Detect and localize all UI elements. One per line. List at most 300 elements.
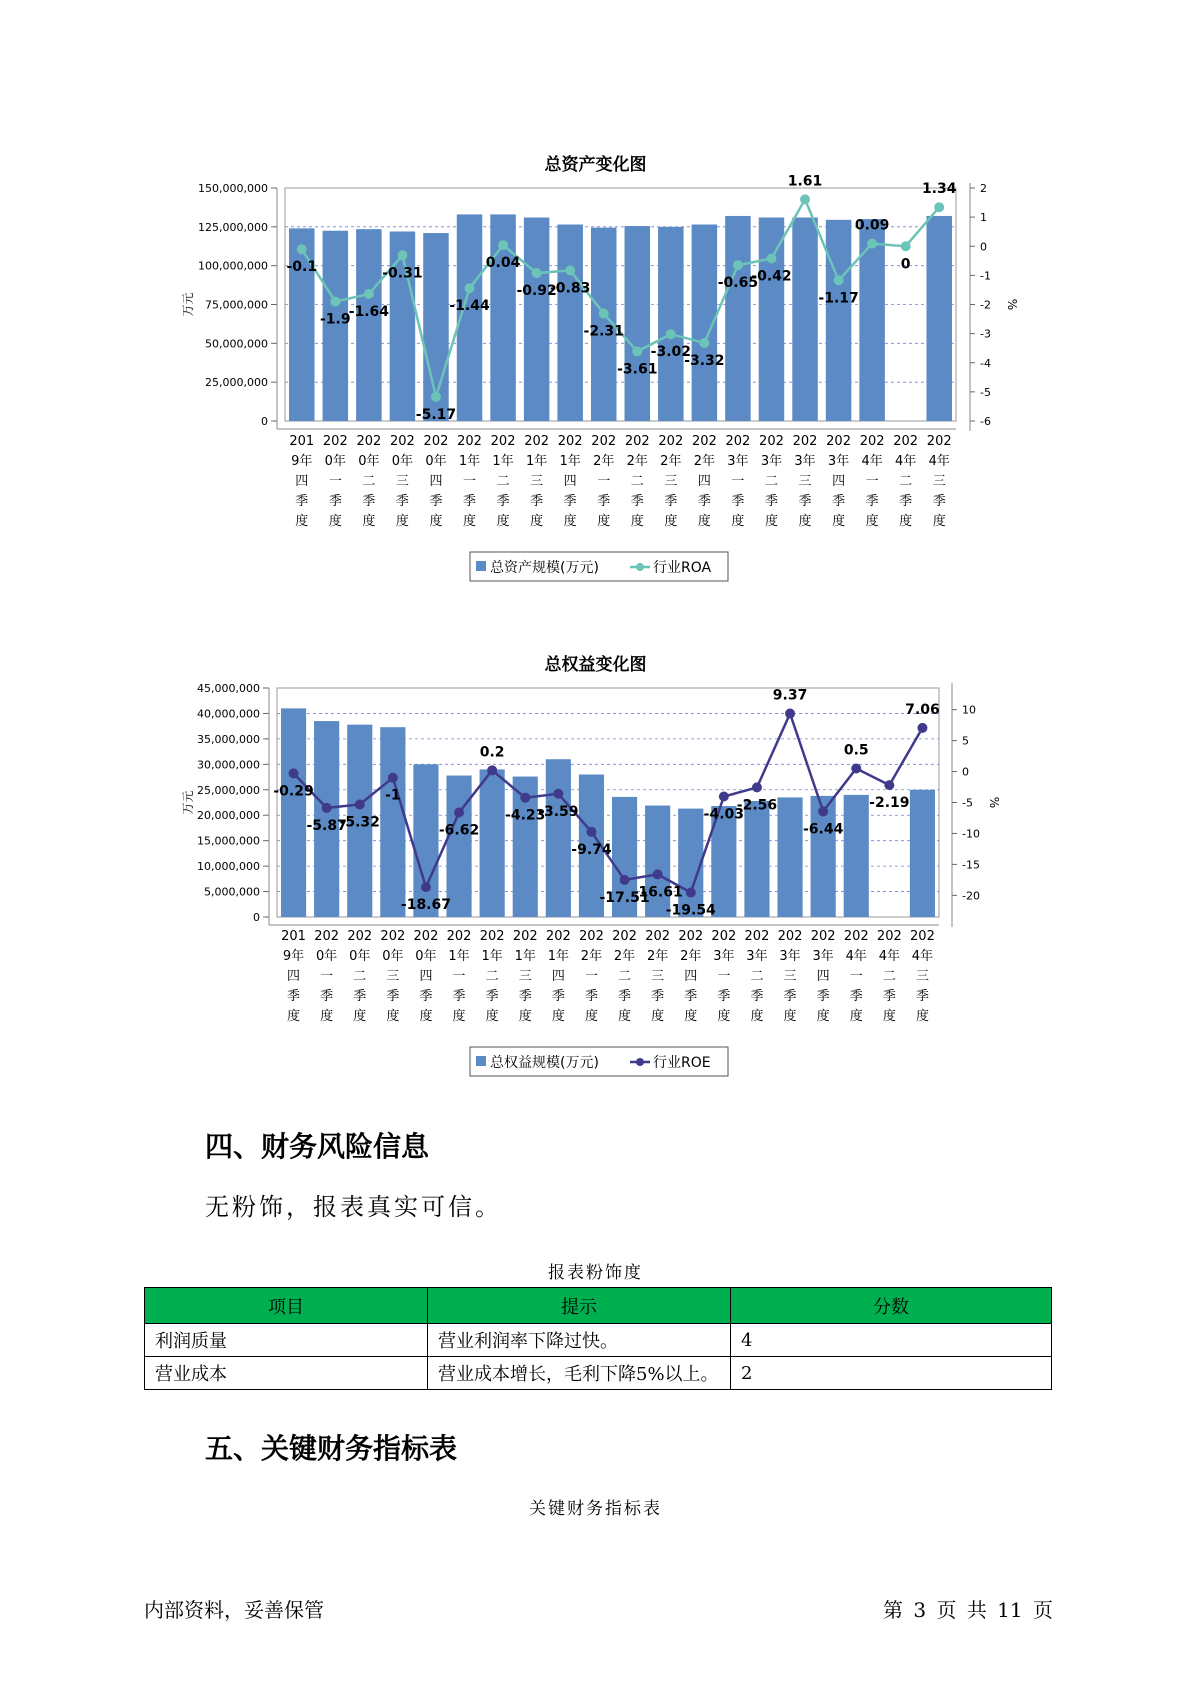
x-tick-label: 一 xyxy=(849,969,863,984)
x-tick-label: 度 xyxy=(496,514,510,529)
x-tick-label: 202 xyxy=(579,929,604,944)
bar xyxy=(524,218,549,421)
y-tick-label: 0 xyxy=(253,911,260,924)
y-axis-label: 万元 xyxy=(181,790,195,815)
x-tick-label: 季 xyxy=(664,494,678,509)
bar xyxy=(826,220,851,421)
x-tick-label: 度 xyxy=(530,514,544,529)
x-tick-label: 202 xyxy=(347,929,373,944)
data-label: -3.02 xyxy=(650,344,692,361)
x-tick-label: 三 xyxy=(651,969,665,984)
x-tick-label: 2年 xyxy=(680,949,702,964)
x-tick-label: 0年 xyxy=(349,949,371,964)
x-tick-label: 3年 xyxy=(713,949,735,964)
x-tick-label: 度 xyxy=(429,514,443,529)
table-header-row xyxy=(145,1288,1052,1324)
x-tick-label: 度 xyxy=(463,514,477,529)
bar xyxy=(356,229,381,421)
bar xyxy=(380,727,405,917)
x-tick-label: 202 xyxy=(759,434,784,449)
x-tick-label: 度 xyxy=(697,514,711,529)
line-point xyxy=(818,806,828,816)
x-tick-label: 一 xyxy=(731,474,745,489)
x-tick-label: 1年 xyxy=(448,949,470,964)
x-tick-label: 度 xyxy=(664,514,678,529)
risk-summary-text: 无粉饰，报表真实可信。 xyxy=(205,1193,502,1221)
x-tick-label: 202 xyxy=(446,929,472,944)
line-point xyxy=(901,241,911,251)
line-point xyxy=(565,265,575,275)
bar xyxy=(777,797,802,917)
x-tick-label: 0年 xyxy=(358,454,380,469)
legend-bar-swatch xyxy=(476,561,486,571)
bar xyxy=(859,219,884,421)
line-point xyxy=(487,765,497,775)
x-tick-label: 一 xyxy=(717,969,731,984)
y2-tick-label: -5 xyxy=(980,385,991,399)
data-label: -18.67 xyxy=(400,897,451,914)
y-tick-label: 15,000,000 xyxy=(197,834,260,848)
x-tick-label: 度 xyxy=(584,1009,598,1024)
x-tick-label: 202 xyxy=(711,929,737,944)
data-label: 9.37 xyxy=(772,687,808,704)
x-tick-label: 度 xyxy=(618,1009,632,1024)
line-point xyxy=(289,768,299,778)
x-tick-label: 四 xyxy=(563,474,577,489)
total-assets-chart-svg xyxy=(0,145,1191,595)
x-tick-label: 四 xyxy=(287,969,301,984)
x-tick-label: 季 xyxy=(386,989,400,1004)
y2-tick-label: -3 xyxy=(980,327,991,341)
bar xyxy=(678,809,703,917)
y-tick-label: 100,000,000 xyxy=(198,259,268,273)
bar xyxy=(480,769,505,917)
x-tick-label: 202 xyxy=(356,434,382,449)
table-row xyxy=(145,1324,1052,1357)
data-label: -2.31 xyxy=(583,323,624,340)
line-point xyxy=(599,309,609,319)
data-label: 0.5 xyxy=(843,742,869,759)
y2-tick-label: -6 xyxy=(980,415,991,428)
bar xyxy=(413,764,438,917)
line-point xyxy=(364,289,374,299)
chart-title: 总权益变化图 xyxy=(544,655,647,675)
data-label: -4.23 xyxy=(505,807,546,824)
x-tick-label: 三 xyxy=(530,474,544,489)
x-tick-label: 季 xyxy=(849,989,863,1004)
x-tick-label: 季 xyxy=(395,494,409,509)
x-tick-label: 度 xyxy=(353,1009,367,1024)
x-tick-label: 0年 xyxy=(382,949,404,964)
x-tick-label: 一 xyxy=(452,969,466,984)
x-tick-label: 季 xyxy=(362,494,376,509)
line-point xyxy=(532,268,542,278)
x-tick-label: 四 xyxy=(697,474,711,489)
bar xyxy=(658,227,683,421)
data-label: 1.34 xyxy=(921,181,957,198)
x-tick-label: 度 xyxy=(386,1009,400,1024)
footer-page-number: 第 3 页 共 11 页 xyxy=(883,1598,1053,1622)
x-tick-label: 度 xyxy=(684,1009,698,1024)
y2-tick-label: -15 xyxy=(962,858,980,872)
legend-line-label: 行业ROE xyxy=(653,1055,711,1071)
x-tick-label: 2年 xyxy=(593,454,615,469)
data-label: -0.31 xyxy=(382,265,423,282)
bar xyxy=(792,218,817,421)
x-tick-label: 202 xyxy=(645,929,671,944)
x-tick-label: 季 xyxy=(865,494,879,509)
y2-tick-label: -10 xyxy=(962,827,980,841)
x-tick-label: 0年 xyxy=(415,949,437,964)
x-tick-label: 二 xyxy=(882,969,896,984)
y-tick-label: 125,000,000 xyxy=(198,220,268,234)
x-tick-label: 4年 xyxy=(861,454,883,469)
x-tick-label: 202 xyxy=(457,434,482,449)
x-tick-label: 三 xyxy=(518,969,532,984)
x-tick-label: 2年 xyxy=(580,949,603,964)
x-tick-label: 季 xyxy=(717,989,731,1004)
x-tick-label: 4年 xyxy=(895,454,917,469)
line-point xyxy=(884,780,894,790)
legend-bar-label: 总权益规模(万元) xyxy=(490,1055,599,1071)
x-tick-label: 2年 xyxy=(660,454,682,469)
x-tick-label: 季 xyxy=(530,494,544,509)
table-cell: 营业成本增长，毛利下降5%以上。 xyxy=(428,1357,731,1390)
data-label: -19.54 xyxy=(665,902,716,919)
x-tick-label: 202 xyxy=(910,929,935,944)
y-axis-label: 万元 xyxy=(181,292,195,317)
bar xyxy=(725,216,750,421)
x-tick-label: 202 xyxy=(744,929,770,944)
x-tick-label: 季 xyxy=(630,494,644,509)
data-label: -5.32 xyxy=(339,814,380,831)
x-tick-label: 二 xyxy=(362,474,376,489)
table-cell: 利润质量 xyxy=(145,1324,428,1357)
x-tick-label: 季 xyxy=(551,989,565,1004)
x-tick-label: 季 xyxy=(684,989,698,1004)
table-header-cell: 项目 xyxy=(145,1288,428,1324)
bar xyxy=(446,776,471,917)
y2-tick-label: 0 xyxy=(980,240,987,254)
data-label: 1.61 xyxy=(787,173,823,190)
key-indicators-caption: 关键财务指标表 xyxy=(529,1499,662,1519)
x-tick-label: 度 xyxy=(783,1009,797,1024)
line-point xyxy=(867,239,877,249)
y2-tick-label: 10 xyxy=(962,703,976,717)
x-tick-label: 202 xyxy=(423,434,449,449)
table-header-cell: 提示 xyxy=(428,1288,731,1324)
section-heading-key-indicators: 五、关键财务指标表 xyxy=(205,1432,458,1465)
x-tick-label: 二 xyxy=(899,474,913,489)
data-label: -5.87 xyxy=(306,817,347,834)
bar xyxy=(625,226,650,421)
data-label: -1.44 xyxy=(449,298,490,315)
data-label: 0 xyxy=(900,256,911,273)
x-tick-label: 度 xyxy=(651,1009,665,1024)
line-point xyxy=(719,791,729,801)
x-tick-label: 201 xyxy=(289,434,315,449)
line-point xyxy=(934,202,944,212)
line-point xyxy=(330,297,340,307)
x-tick-label: 季 xyxy=(882,989,896,1004)
x-tick-label: 202 xyxy=(843,929,869,944)
y2-tick-label: 0 xyxy=(962,765,969,779)
data-label: 0.04 xyxy=(485,255,521,272)
y-tick-label: 75,000,000 xyxy=(205,298,268,312)
x-tick-label: 三 xyxy=(664,474,678,489)
data-label: 0.2 xyxy=(479,744,505,761)
y-tick-label: 0 xyxy=(261,415,268,428)
line-point xyxy=(686,887,696,897)
data-label: -16.61 xyxy=(632,884,683,901)
y-tick-label: 150,000,000 xyxy=(198,182,268,195)
x-tick-label: 3年 xyxy=(746,949,768,964)
y-tick-label: 20,000,000 xyxy=(197,809,260,823)
x-tick-label: 202 xyxy=(876,929,902,944)
y2-tick-label: 5 xyxy=(962,734,969,748)
x-tick-label: 度 xyxy=(816,1009,830,1024)
x-tick-label: 度 xyxy=(551,1009,565,1024)
data-label: -0.42 xyxy=(751,268,792,285)
x-tick-label: 四 xyxy=(429,474,443,489)
x-tick-label: 1年 xyxy=(559,454,581,469)
table-row xyxy=(145,1357,1052,1390)
data-label: -3.61 xyxy=(617,361,658,378)
x-tick-label: 度 xyxy=(832,514,846,529)
data-label: -1 xyxy=(385,787,401,804)
data-label: -6.44 xyxy=(802,821,844,838)
legend-line-marker xyxy=(636,563,644,571)
y2-tick-label: 1 xyxy=(980,211,987,225)
x-tick-label: 202 xyxy=(826,434,851,449)
x-tick-label: 202 xyxy=(725,434,751,449)
x-tick-label: 季 xyxy=(295,494,309,509)
x-tick-label: 202 xyxy=(678,929,704,944)
x-tick-label: 季 xyxy=(563,494,577,509)
y2-axis-label: % xyxy=(987,796,1001,809)
line-point xyxy=(620,875,630,885)
x-tick-label: 202 xyxy=(524,434,550,449)
legend-bar-label: 总资产规模(万元) xyxy=(490,560,599,576)
total-equity-chart xyxy=(0,645,1191,1095)
x-tick-label: 季 xyxy=(429,494,443,509)
line-point xyxy=(397,250,407,260)
x-tick-label: 季 xyxy=(353,989,367,1004)
x-tick-label: 4年 xyxy=(928,454,950,469)
x-tick-label: 二 xyxy=(764,474,778,489)
x-tick-label: 度 xyxy=(563,514,577,529)
line-point xyxy=(454,808,464,818)
data-label: -9.74 xyxy=(571,841,612,858)
x-tick-label: 度 xyxy=(485,1009,499,1024)
bar xyxy=(910,790,935,917)
x-tick-label: 202 xyxy=(893,434,919,449)
line-point xyxy=(421,882,431,892)
line-point xyxy=(465,283,475,293)
y-tick-label: 10,000,000 xyxy=(197,860,260,874)
x-tick-label: 度 xyxy=(287,1009,301,1024)
x-tick-label: 2年 xyxy=(693,454,716,469)
x-tick-label: 0年 xyxy=(391,454,414,469)
data-label: -2.56 xyxy=(736,797,778,814)
x-tick-label: 202 xyxy=(413,929,439,944)
x-tick-label: 一 xyxy=(320,969,334,984)
x-tick-label: 2年 xyxy=(613,949,636,964)
y2-tick-label: -20 xyxy=(962,889,980,903)
x-tick-label: 季 xyxy=(618,989,632,1004)
x-tick-label: 度 xyxy=(764,514,778,529)
data-label: -5.17 xyxy=(415,406,457,423)
x-tick-label: 季 xyxy=(320,989,334,1004)
section-heading-risk: 四、财务风险信息 xyxy=(205,1130,430,1163)
bar xyxy=(844,795,869,917)
x-tick-label: 季 xyxy=(518,989,532,1004)
data-label: 0.09 xyxy=(854,217,890,234)
y2-axis-label: % xyxy=(1005,298,1019,311)
line-point xyxy=(322,803,332,813)
x-tick-label: 季 xyxy=(731,494,745,509)
x-tick-label: 202 xyxy=(777,929,803,944)
legend-line-marker xyxy=(636,1058,644,1066)
line-point xyxy=(699,338,709,348)
x-tick-label: 三 xyxy=(783,969,797,984)
data-label: -3.59 xyxy=(538,803,579,820)
line-point xyxy=(666,329,676,339)
x-tick-label: 季 xyxy=(485,989,499,1004)
y-tick-label: 30,000,000 xyxy=(197,758,260,772)
x-tick-label: 季 xyxy=(915,989,929,1004)
x-tick-label: 3年 xyxy=(779,949,801,964)
bar xyxy=(546,759,571,917)
y2-tick-label: 2 xyxy=(980,182,987,195)
x-tick-label: 0年 xyxy=(324,454,346,469)
table-cell: 4 xyxy=(731,1324,1052,1357)
line-point xyxy=(355,799,365,809)
x-tick-label: 四 xyxy=(295,474,309,489)
x-tick-label: 202 xyxy=(545,929,571,944)
x-tick-label: 9年 xyxy=(291,454,313,469)
x-tick-label: 三 xyxy=(798,474,812,489)
data-label: -2.19 xyxy=(869,795,910,812)
x-tick-label: 季 xyxy=(932,494,946,509)
x-tick-label: 3年 xyxy=(760,454,783,469)
x-tick-label: 度 xyxy=(915,1009,929,1024)
x-tick-label: 1年 xyxy=(547,949,569,964)
x-tick-label: 0年 xyxy=(316,949,338,964)
bar xyxy=(281,708,306,917)
x-tick-label: 季 xyxy=(651,989,665,1004)
x-tick-label: 季 xyxy=(419,989,433,1004)
x-tick-label: 二 xyxy=(750,969,764,984)
total-assets-chart xyxy=(0,145,1191,595)
x-tick-label: 度 xyxy=(597,514,611,529)
x-tick-label: 0年 xyxy=(425,454,447,469)
line-point xyxy=(851,763,861,773)
x-tick-label: 202 xyxy=(390,434,415,449)
risk-table-caption: 报表粉饰度 xyxy=(548,1263,643,1283)
x-tick-label: 度 xyxy=(452,1009,466,1024)
bar xyxy=(744,801,769,917)
x-tick-label: 季 xyxy=(816,989,830,1004)
x-tick-label: 度 xyxy=(630,514,644,529)
x-tick-label: 201 xyxy=(281,929,306,944)
y-tick-label: 25,000,000 xyxy=(205,376,268,390)
y-tick-label: 45,000,000 xyxy=(197,682,260,695)
x-tick-label: 1年 xyxy=(525,454,548,469)
x-tick-label: 202 xyxy=(322,434,348,449)
line-point xyxy=(917,723,927,733)
bar xyxy=(289,228,314,421)
x-tick-label: 1年 xyxy=(481,949,503,964)
data-label: -1.17 xyxy=(818,290,859,307)
y-tick-label: 5,000,000 xyxy=(204,885,260,899)
x-tick-label: 202 xyxy=(624,434,650,449)
x-tick-label: 202 xyxy=(859,434,885,449)
x-tick-label: 二 xyxy=(630,474,644,489)
x-tick-label: 202 xyxy=(512,929,538,944)
x-tick-label: 季 xyxy=(750,989,764,1004)
x-tick-label: 202 xyxy=(591,434,617,449)
line-point xyxy=(520,793,530,803)
x-tick-label: 度 xyxy=(717,1009,731,1024)
x-tick-label: 202 xyxy=(691,434,717,449)
legend-line-label: 行业ROA xyxy=(653,560,712,576)
plot-area xyxy=(277,688,939,917)
x-tick-label: 度 xyxy=(932,514,946,529)
y-tick-label: 50,000,000 xyxy=(205,337,268,351)
x-tick-label: 二 xyxy=(485,969,499,984)
data-label: -4.03 xyxy=(703,806,745,823)
line-point xyxy=(785,709,795,719)
x-tick-label: 202 xyxy=(810,929,836,944)
y-tick-label: 25,000,000 xyxy=(197,783,260,797)
x-tick-label: 9年 xyxy=(282,949,305,964)
x-tick-label: 三 xyxy=(386,969,400,984)
x-tick-label: 一 xyxy=(865,474,879,489)
x-tick-label: 4年 xyxy=(845,949,867,964)
line-point xyxy=(431,392,441,402)
x-tick-label: 一 xyxy=(463,474,477,489)
x-tick-label: 四 xyxy=(419,969,433,984)
x-tick-label: 二 xyxy=(618,969,632,984)
x-tick-label: 四 xyxy=(832,474,846,489)
y-tick-label: 35,000,000 xyxy=(197,732,260,746)
x-tick-label: 4年 xyxy=(878,949,900,964)
data-label: -6.62 xyxy=(438,822,480,839)
y2-tick-label: -2 xyxy=(980,298,991,312)
line-point xyxy=(834,275,844,285)
x-tick-label: 度 xyxy=(328,514,342,529)
x-tick-label: 202 xyxy=(479,929,505,944)
line-point xyxy=(586,827,596,837)
x-tick-label: 三 xyxy=(395,474,409,489)
x-tick-label: 1年 xyxy=(458,454,481,469)
x-tick-label: 202 xyxy=(380,929,406,944)
x-tick-label: 二 xyxy=(496,474,510,489)
x-tick-label: 4年 xyxy=(911,949,934,964)
x-tick-label: 季 xyxy=(287,989,301,1004)
data-label: -0.92 xyxy=(516,283,557,300)
x-tick-label: 度 xyxy=(882,1009,896,1024)
x-tick-label: 度 xyxy=(419,1009,433,1024)
data-label: -3.32 xyxy=(684,352,725,369)
line-point xyxy=(752,782,762,792)
bar xyxy=(557,225,582,421)
x-tick-label: 季 xyxy=(697,494,711,509)
x-tick-label: 202 xyxy=(490,434,516,449)
y2-tick-label: -5 xyxy=(962,796,973,810)
line-point xyxy=(800,194,810,204)
